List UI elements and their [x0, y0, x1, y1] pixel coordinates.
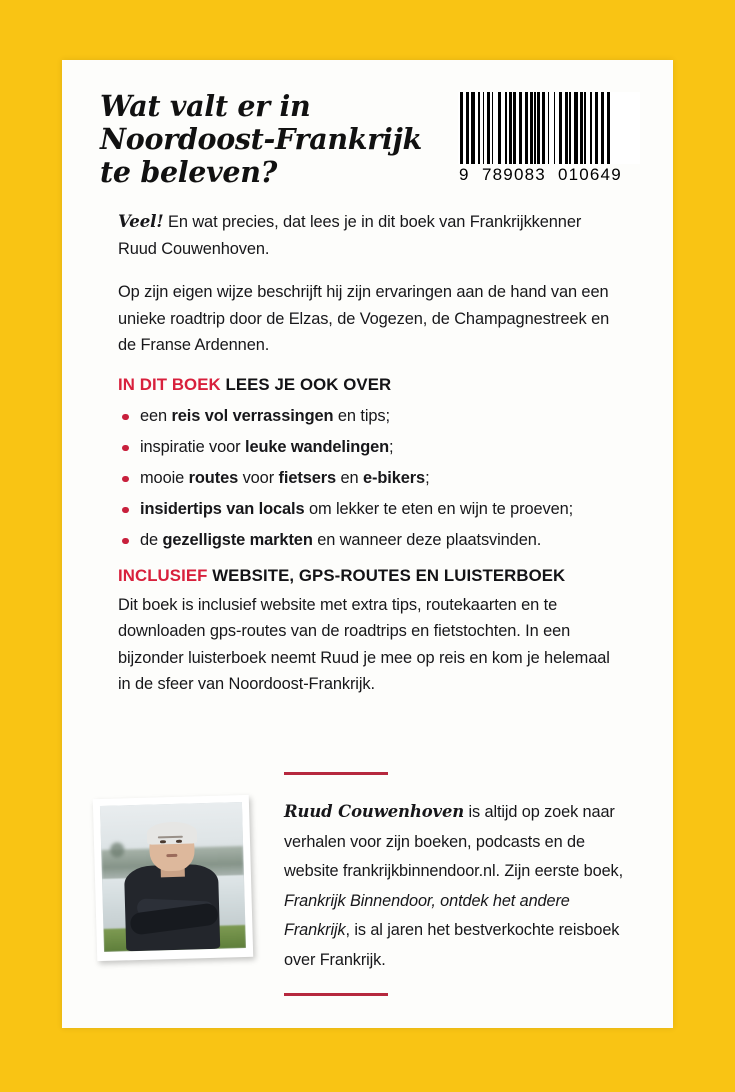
- list-item-bold-3: e-bikers: [362, 468, 426, 487]
- barcode-group-2: 010649: [557, 165, 622, 184]
- list-item-bold: insidertips van locals: [140, 499, 305, 518]
- photo-person-mouth: [166, 854, 177, 857]
- list-item-bold: routes: [188, 468, 239, 487]
- list-item-bold: reis vol verrassingen: [171, 406, 334, 425]
- author-bio-part2: , is al jaren het bestverkochte reisboek over Frankrijk.: [284, 921, 620, 969]
- section-heading-highlight: IN DIT BOEK: [118, 374, 221, 394]
- intro-lead: Veel!: [118, 211, 164, 231]
- divider-rule-top: [284, 772, 388, 775]
- page-title: [100, 90, 430, 189]
- intro-lead-rest: En wat precies, dat lees je in dit boek van Frankrijkkenner Ruud Couwenhoven.: [118, 213, 582, 258]
- list-item-pre: mooie: [140, 468, 189, 487]
- list-item: [118, 401, 618, 432]
- list-item: [118, 463, 618, 494]
- title-line-3: te beleven?: [100, 155, 278, 189]
- divider-rule-bottom: [284, 993, 388, 996]
- list-item-bold-2: fietsers: [278, 468, 337, 487]
- barcode-digit-prefix: 9: [459, 165, 470, 184]
- photo-person-hair: [147, 822, 197, 845]
- cover-body: [118, 208, 618, 714]
- title-line-2: Noordoost-Frankrijk: [100, 122, 422, 156]
- list-item-mid-2: en: [336, 468, 363, 487]
- author-bio-text: [284, 797, 624, 975]
- list-item-post: en wanneer deze plaatsvinden.: [312, 530, 542, 549]
- list-item-pre: de: [140, 530, 163, 549]
- author-section: [62, 772, 673, 1022]
- barcode-bar: [607, 92, 610, 164]
- cover-header: [100, 82, 640, 212]
- list-item: [118, 525, 618, 556]
- feature-list: [118, 401, 618, 556]
- list-item: [118, 494, 618, 525]
- barcode-bars: [458, 92, 640, 164]
- list-item-pre: inspiratie voor: [140, 437, 245, 456]
- author-bio: [284, 772, 624, 996]
- list-item-post: om lekker te eten en wijn te proeven;: [304, 499, 574, 518]
- title-line-1: Wat valt er in: [100, 89, 311, 123]
- author-bio-part1: is altijd op zoek naar verhalen voor zijn boeken, podcasts en de website frankrijkbinnendoor.nl. Zijn eerste boek,: [284, 803, 624, 880]
- inclusief-heading-highlight: INCLUSIEF: [118, 565, 208, 585]
- list-item-mid: voor: [238, 468, 279, 487]
- list-item-bold: gezelligste markten: [162, 530, 313, 549]
- author-photo-image: [100, 802, 246, 952]
- cover-card: [62, 60, 673, 1028]
- section-heading-in-dit-boek: [118, 375, 618, 395]
- list-item-bold: leuke wandelingen: [245, 437, 390, 456]
- section-heading-inclusief: [118, 566, 618, 586]
- list-item-post: ;: [389, 437, 394, 456]
- list-item: [118, 432, 618, 463]
- intro-paragraph-2: Op zijn eigen wijze beschrijft hij zijn ervaringen aan de hand van een unieke roadtrip door de Elzas, de Vogezen, de Champagnestreek en de Franse Ardennen.: [118, 283, 610, 354]
- list-item-pre: een: [140, 406, 172, 425]
- author-name: Ruud Couwenhoven: [284, 802, 465, 821]
- section-heading-rest: LEES JE OOK OVER: [220, 374, 392, 394]
- barcode-digits: [458, 165, 640, 185]
- author-photo: [93, 795, 253, 961]
- barcode-group-1: 789083: [482, 165, 546, 184]
- inclusief-heading-rest: WEBSITE, GPS-ROUTES EN LUISTERBOEK: [207, 565, 566, 585]
- author-book-title: Frankrijk Binnendoor, ontdek het andere Frankrijk: [284, 891, 570, 939]
- inclusief-paragraph: Dit boek is inclusief website met extra tips, routekaarten en te downloaden gps-routes van de roadtrips en fietstochten. In een bijzonder luisterboek neemt Ruud je mee op reis en kom je helemaal in de sfeer van Noordoost-Frankrijk.: [118, 595, 610, 693]
- barcode: [458, 92, 640, 185]
- list-item-post: ;: [425, 468, 430, 487]
- list-item-post: en tips;: [333, 406, 390, 425]
- intro-paragraph-1: [118, 208, 618, 262]
